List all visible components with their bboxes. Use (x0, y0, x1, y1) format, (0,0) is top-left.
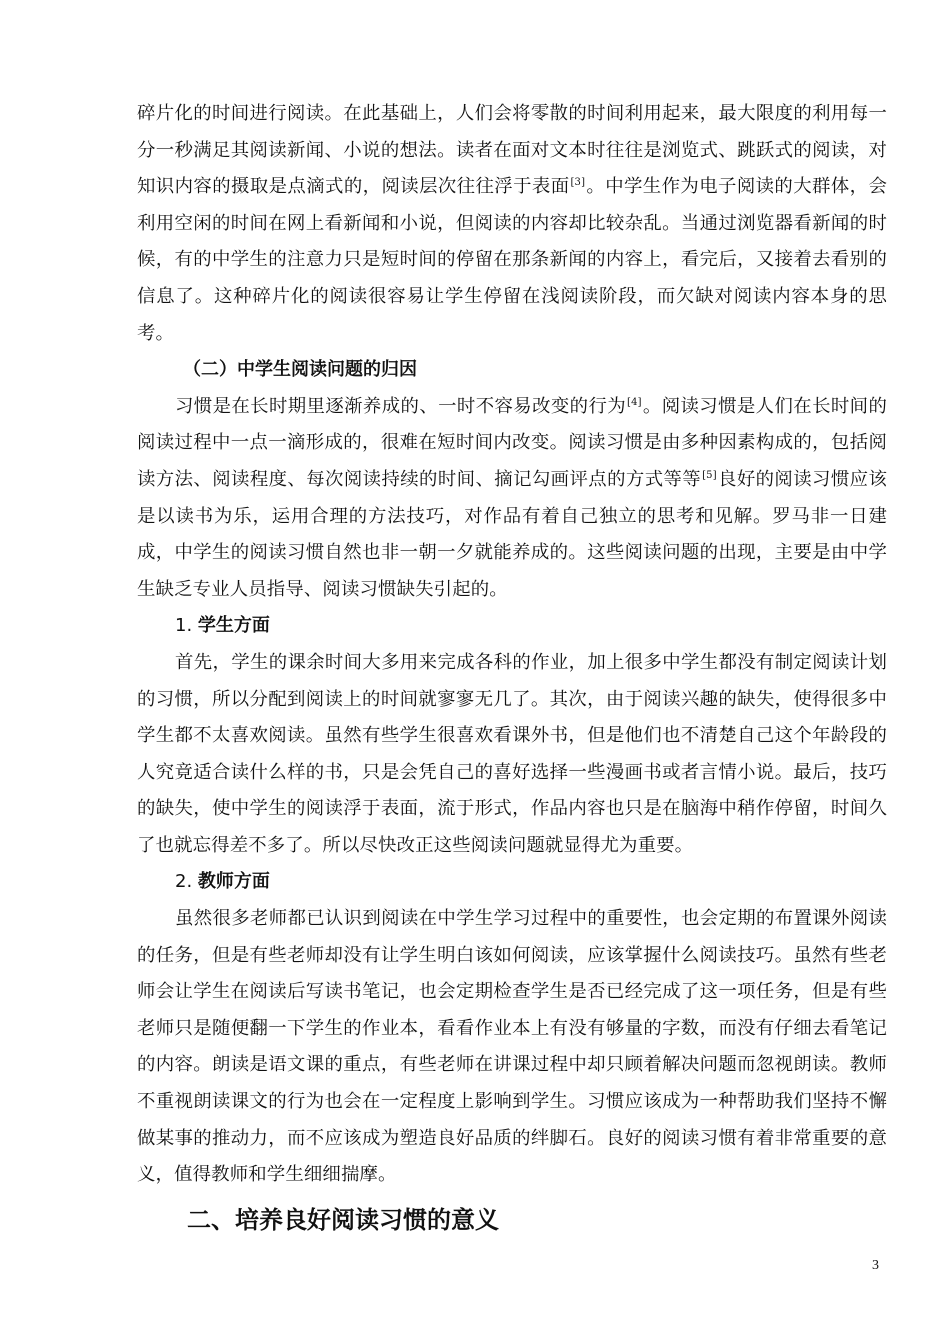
paragraph-text: 。中学生作为电子阅读的大群体，会利用空闲的时间在网上看新闻和小说，但阅读的内容却比较杂乱。当通过浏览器看新闻的时候，有的中学生的注意力只是短时间的停留在那条新闻的内容上，看完后，又接着去看别的信息了。这种碎片化的阅读很容易让学生停留在浅阅读阶段，而欠缺对阅读内容本身的思考。 (137, 176, 887, 344)
subheading-text: 教师方面 (197, 871, 270, 893)
paragraph-text: 习惯是在长时期里逐渐养成的、一时不容易改变的行为 (175, 395, 627, 417)
subheading-teachers (137, 864, 887, 901)
paragraph-text: 碎片化的时间进行阅读。在此基础上，人们会将零散的时间利用起来，最大限度的利用每一分一秒满足其阅读新闻、小说的想法。读者在面对文本时往往是浏览式、跳跃式的阅读，对知识内容的摄取是点滴式的，阅读层次往往浮于表面 (137, 103, 887, 198)
page-number: 3 (872, 1258, 879, 1273)
chapter-heading-significance: 二、培养良好阅读习惯的意义 (187, 1205, 499, 1234)
paragraph-text: 良好的阅读习惯应该是以读书为乐，运用合理的方法技巧，对作品有着自己独立的思考和见解。罗马非一日建成，中学生的阅读习惯自然也非一朝一夕就能养成的。这些阅读问题的出现，主要是由中学生缺乏专业人员指导、阅读习惯缺失引起的。 (137, 468, 887, 600)
subheading-text: 学生方面 (197, 615, 270, 637)
paragraph-teachers: 虽然很多老师都已认识到阅读在中学生学习过程中的重要性，也会定期的布置课外阅读的任务，但是有些老师却没有让学生明白该如何阅读，应该掌握什么阅读技巧。虽然有些老师会让学生在阅读后写读书笔记，也会定期检查学生是否已经完成了这一项任务，但是有些老师只是随便翻一下学生的作业本，看看作业本上有没有够量的字数，而没有仔细去看笔记的内容。朗读是语文课的重点，有些老师在讲课过程中却只顾着解决问题而忽视朗读。教师不重视朗读课文的行为也会在一定程度上影响到学生。习惯应该成为一种帮助我们坚持不懈做某事的推动力，而不应该成为塑造良好品质的绊脚石。良好的阅读习惯有着非常重要的意义，值得教师和学生细细揣摩。 (137, 908, 887, 1186)
subheading-number: 2. (175, 871, 193, 893)
paragraph-reading-habits (137, 389, 887, 609)
citation-4: [4] (627, 396, 642, 408)
subheading-number: 1. (175, 615, 193, 637)
body-text (137, 96, 887, 1242)
section-heading-attribution: （二）中学生阅读问题的归因 (183, 359, 417, 381)
paragraph-text: 。阅读习惯是人们在长时间的阅读过程中一点一滴形成的，很难在短时间内改变。阅读习惯是由多种因素构成的，包括阅读方法、阅读程度、每次阅读持续的时间、摘记勾画评点的方式等等 (137, 395, 887, 490)
subheading-students (137, 608, 887, 645)
citation-5: [5] (702, 469, 717, 481)
paragraph-students: 首先，学生的课余时间大多用来完成各科的作业，加上很多中学生都没有制定阅读计划的习惯，所以分配到阅读上的时间就寥寥无几了。其次，由于阅读兴趣的缺失，使得很多中学生都不太喜欢阅读。虽然有些学生很喜欢看课外书，但是他们也不清楚自己这个年龄段的人究竟适合读什么样的书，只是会凭自己的喜好选择一些漫画书或者言情小说。最后，技巧的缺失，使中学生的阅读浮于表面，流于形式，作品内容也只是在脑海中稍作停留，时间久了也就忘得差不多了。所以尽快改正这些阅读问题就显得尤为重要。 (137, 651, 887, 856)
citation-3: [3] (570, 177, 586, 189)
paragraph-fragmented-reading (137, 96, 887, 352)
